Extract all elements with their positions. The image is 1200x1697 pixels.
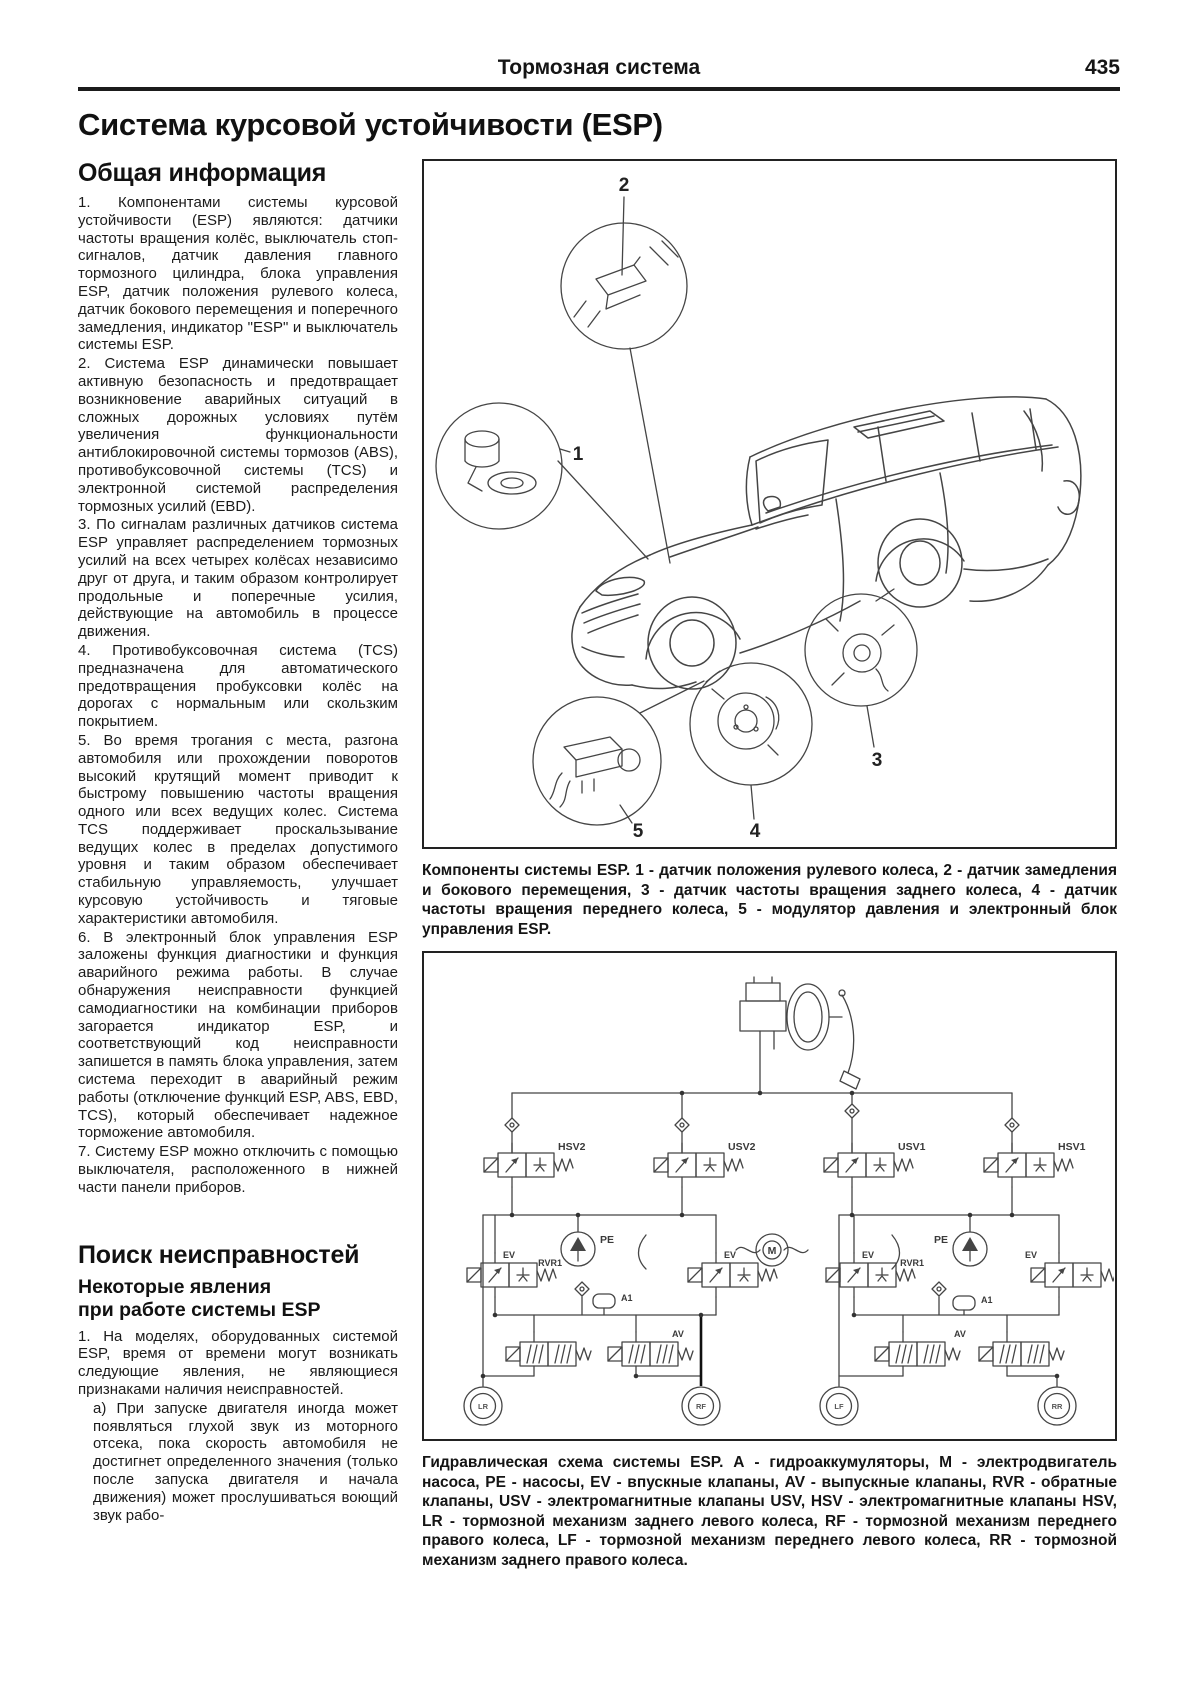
valve-label-usv1: USV1 <box>898 1141 926 1154</box>
pump-label-left: PE <box>600 1234 615 1247</box>
av-label-left: AV <box>672 1329 684 1340</box>
paragraph: 6. В электронный блок управления ESP заложены функция диагностики и функция аварийного режима работы. В случае обнаружения неисправности функцией самодиагностики на комбинации приборов загорается индикатор ESP, и соответствующий код неисправности запишется в память блока управления, затем система переходит в аварийный режим работы (отключение функций ESP, ABS, EBD, TCS), который обеспечивает надежное торможение автомобиля. <box>78 928 398 1142</box>
valve-label-hsv1: HSV1 <box>1058 1141 1086 1154</box>
ev-label-4: EV <box>1024 1250 1037 1261</box>
chapter-title: Тормозная система <box>497 56 701 79</box>
section-heading-troubleshooting: Поиск неисправностей <box>78 1240 360 1269</box>
paragraph: 2. Система ESP динамически повышает активную безопасность и предотвращает возникновение аварийных ситуаций в сложных дорожных условиях путём увеличения функциональности антиблокировочной системы тормозов (ABS), противобуксовочной системы (TCS) и электронной системой распределения тормозных усилий (EBD). <box>78 355 398 515</box>
hydraulic-schematic <box>424 953 1114 1439</box>
rvr-label-left: RVR1 <box>538 1258 562 1269</box>
paragraph-sub-item: а) При запуске двигателя иногда может появляться глухой звук из моторного отсека, пока скорость автомобиля не достигнет определенного значения (только после запуска двигателя и начала движения) может прослушиваться воющий звук рабо- <box>93 1399 398 1524</box>
av-label-right: AV <box>954 1329 966 1340</box>
wheel-label-rr: RR <box>1051 1402 1063 1412</box>
callout-label-4: 4 <box>749 821 761 842</box>
subheading-line-2: при работе системы ESP <box>78 1298 321 1321</box>
paragraph: 1. На моделях, оборудованных системой ESP, время от времени могут возникать следующие явления, не являющиеся признаками наличия неисправностей. <box>78 1327 398 1399</box>
pump-label-right: PE <box>933 1234 948 1247</box>
wheel-label-lf: LF <box>834 1402 844 1412</box>
text-column <box>78 153 398 1525</box>
paragraph: 3. По сигналам различных датчиков система ESP управляет распределением тормозных усилий на всех четырех колёсах независимо друг от друга, и таким образом контролирует продольные и поперечные усилия, действующие на автомобиль в процессе движения. <box>78 516 398 641</box>
ev-label-1: EV <box>502 1250 516 1261</box>
figure2-caption: Гидравлическая схема системы ESP. А - гидроаккумуляторы, М - электродвигатель насоса, PE - насосы, EV - впускные клапаны, AV - выпускные клапаны, RVR - обратные клапаны, USV - электромагнитные клапаны USV, HSV - электромагнитные клапаны HSV, LR - тормозной механизм заднего левого колеса, RF - тормозной механизм переднего правого колеса, LF - тормозной механизм переднего левого колеса, RR - тормозной механизм заднего правого колеса. <box>422 1454 1117 1569</box>
page-number: 435 <box>1084 56 1120 79</box>
callout-label-1: 1 <box>572 444 584 465</box>
document-title: Система курсовой устойчивости (ESP) <box>78 107 663 142</box>
valve-label-hsv2: HSV2 <box>558 1141 586 1154</box>
subheading-line-1: Некоторые явления <box>78 1275 272 1298</box>
accumulator-label-right: A1 <box>981 1295 993 1306</box>
wheel-label-lr: LR <box>478 1402 488 1412</box>
figure-esp-hydraulic <box>422 951 1117 1441</box>
callout-label-3: 3 <box>871 750 883 771</box>
paragraph: 7. Систему ESP можно отключить с помощью выключателя, расположенного в нижней части панели приборов. <box>78 1143 398 1196</box>
manual-page <box>78 0 1120 1582</box>
valve-label-usv2: USV2 <box>728 1141 756 1154</box>
accumulator-label-left: A1 <box>621 1293 633 1304</box>
header-divider <box>78 87 1120 91</box>
callout-label-2: 2 <box>618 175 630 196</box>
content-columns <box>78 153 1120 1582</box>
subsection-heading <box>78 1276 398 1322</box>
paragraph: 4. Противобуксовочная система (TCS) предназначена для автоматического предотвращения пробуксовки колёс на дорогах с нормальным или скользким покрытием. <box>78 641 398 731</box>
page-header <box>78 0 1120 91</box>
rvr-label-right: RVR1 <box>900 1258 924 1269</box>
motor-label: M <box>767 1245 777 1258</box>
figure-esp-components <box>422 159 1117 849</box>
callout-label-5: 5 <box>632 821 644 842</box>
ev-label-2: EV <box>723 1250 737 1261</box>
section-heading-general: Общая информация <box>78 159 327 187</box>
wheel-label-rf: RF <box>696 1402 706 1412</box>
paragraph: 1. Компонентами системы курсовой устойчивости (ESP) являются: датчики частоты вращения колёс, выключатель стоп-сигналов, датчик давления главного тормозного цилиндра, блока управления ESP, датчик положения рулевого колеса, датчик бокового перемещения и поперечного замедления, индикатор "ESP" и выключатель системы ESP. <box>78 194 398 354</box>
figure1-caption: Компоненты системы ESP. 1 - датчик положения рулевого колеса, 2 - датчик замедления и бокового перемещения, 3 - датчик частоты вращения заднего колеса, 4 - датчик частоты вращения переднего колеса, 5 - модулятор давления и электронный блок управления ESP. <box>422 862 1117 938</box>
ev-label-3: EV <box>861 1250 875 1261</box>
figures-column <box>422 153 1117 1582</box>
car-components-diagram <box>424 161 1114 847</box>
paragraph: 5. Во время трогания с места, разгона автомобиля или прохождении поворотов высокий крутящий момент приводит к быстрому повышению частоты вращения одного или всех ведущих колес. Система TCS поддерживает проскальзывание ведущих колес в пределах допустимого уровня и таким образом обеспечивает стабильную управляемость, улучшает курсовую устойчивость и тяговые характеристики автомобиля. <box>78 731 398 927</box>
